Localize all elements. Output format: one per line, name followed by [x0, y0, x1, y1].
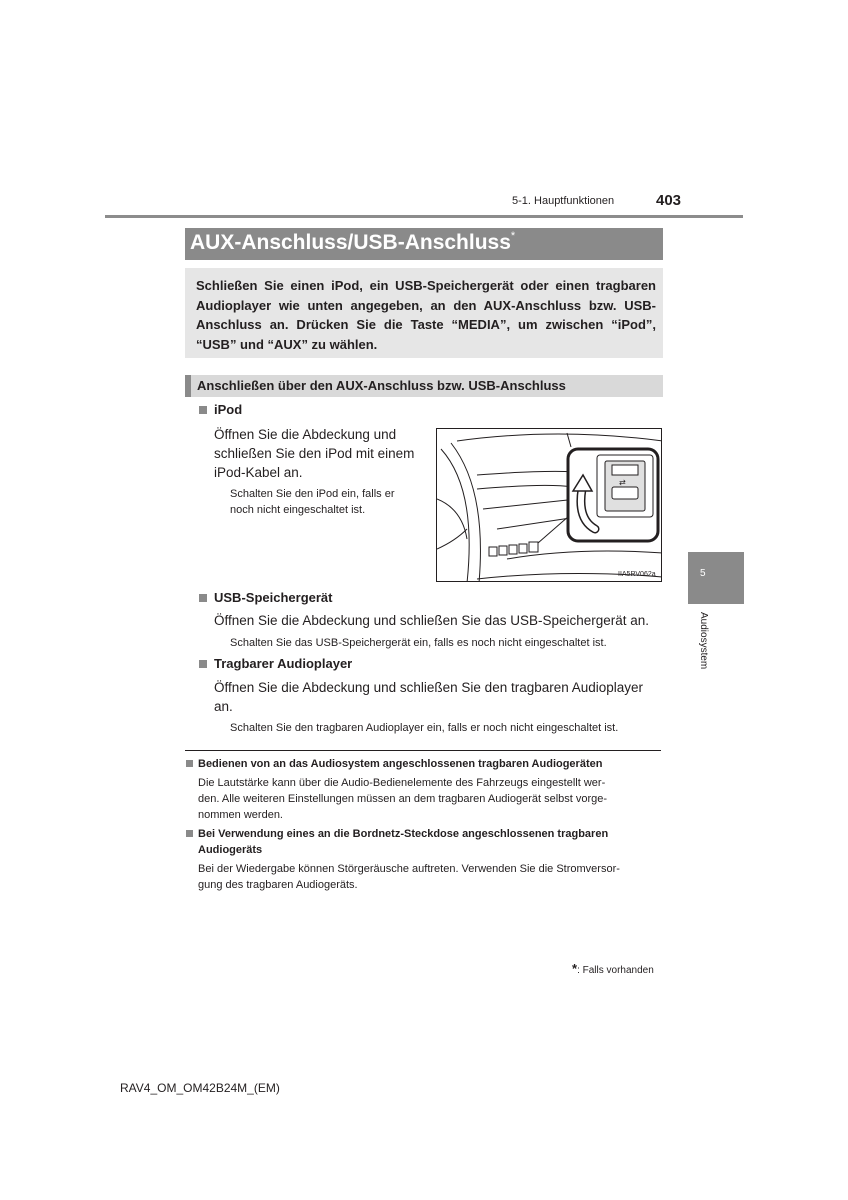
figure-caption: IIA5RV062a: [618, 571, 656, 578]
text-line: schließen Sie den iPod mit einem: [214, 446, 415, 461]
note-line: den. Alle weiteren Einstellungen müssen an dem tragbaren Audiogerät selbst vorge-: [198, 793, 608, 805]
note-heading-2: [198, 826, 608, 858]
chapter-label: Audiosystem: [698, 612, 709, 670]
document-code: RAV4_OM_OM42B24M_(EM): [120, 1081, 280, 1095]
page-title: [190, 230, 515, 255]
note-line: noch nicht eingeschaltet ist.: [230, 504, 366, 516]
subheading-accent: [185, 375, 191, 397]
item-heading-player: Tragbarer Audioplayer: [214, 656, 353, 671]
note-heading-1: Bedienen von an das Audiosystem angeschlossenen tragbaren Audiogeräten: [198, 758, 603, 770]
footnote-marker: *: [572, 961, 578, 976]
note-body-2: [198, 861, 620, 893]
footnote: [572, 961, 654, 976]
text-line: Öffnen Sie die Abdeckung und schließen Sie den tragbaren Audioplayer: [214, 680, 644, 695]
title-marker: *: [510, 230, 516, 242]
item-text-usb: Öffnen Sie die Abdeckung und schließen Sie das USB-Speichergerät an.: [214, 613, 650, 628]
note-line: Bei der Wiedergabe können Störgeräusche auftreten. Verwenden Sie die Stromversor-: [198, 863, 620, 875]
item-heading-ipod: iPod: [214, 402, 243, 417]
chapter-number: 5: [700, 568, 706, 579]
footnote-text: : Falls vorhanden: [577, 965, 654, 976]
item-note-ipod: [230, 486, 395, 518]
text-line: an.: [214, 699, 233, 714]
chapter-tab: [688, 552, 744, 604]
notes-divider: [185, 750, 661, 751]
note-body-1: [198, 775, 607, 823]
note-heading-line: Bei Verwendung eines an die Bordnetz-Steckdose angeschlossenen tragbaren: [198, 828, 609, 840]
intro-text: Schließen Sie einen iPod, ein USB-Speichergerät oder einen tragbaren Audioplayer wie unten angegeben, an den AUX-Anschluss bzw. USB-Anschluss an. Drücken Sie die Taste “MEDIA”, um zwischen “iPod”, “USB” und “AUX” zu wählen.: [196, 278, 656, 352]
item-text-player: [214, 678, 643, 716]
subheading: Anschließen über den AUX-Anschluss bzw. USB-Anschluss: [197, 378, 566, 393]
note-bullet-icon: [186, 830, 193, 837]
note-line: Schalten Sie den iPod ein, falls er: [230, 488, 395, 500]
text-line: iPod-Kabel an.: [214, 465, 303, 480]
text-line: Öffnen Sie die Abdeckung und: [214, 427, 397, 442]
item-note-usb: Schalten Sie das USB-Speichergerät ein, falls es noch nicht eingeschaltet ist.: [230, 637, 607, 649]
usb-port-illustration: [436, 428, 662, 582]
running-header-section: 5-1. Hauptfunktionen: [512, 195, 615, 207]
note-line: nommen werden.: [198, 809, 283, 821]
svg-text:⇄: ⇄: [619, 478, 626, 487]
bullet-square-icon: [199, 660, 207, 668]
note-bullet-icon: [186, 760, 193, 767]
header-rule: [105, 215, 743, 218]
note-heading-line: Audiogeräts: [198, 844, 263, 856]
note-line: Die Lautstärke kann über die Audio-Bedienelemente des Fahrzeugs eingestellt wer-: [198, 777, 606, 789]
dashboard-drawing-icon: [437, 429, 662, 582]
bullet-square-icon: [199, 594, 207, 602]
item-note-player: Schalten Sie den tragbaren Audioplayer ein, falls er noch nicht eingeschaltet ist.: [230, 722, 619, 734]
item-text-ipod: [214, 425, 424, 482]
bullet-square-icon: [199, 406, 207, 414]
note-line: gung des tragbaren Audiogeräts.: [198, 879, 358, 891]
page-title-text: AUX-Anschluss/USB-Anschluss: [190, 231, 511, 254]
item-heading-usb: USB-Speichergerät: [214, 590, 333, 605]
page-number: 403: [656, 192, 682, 209]
